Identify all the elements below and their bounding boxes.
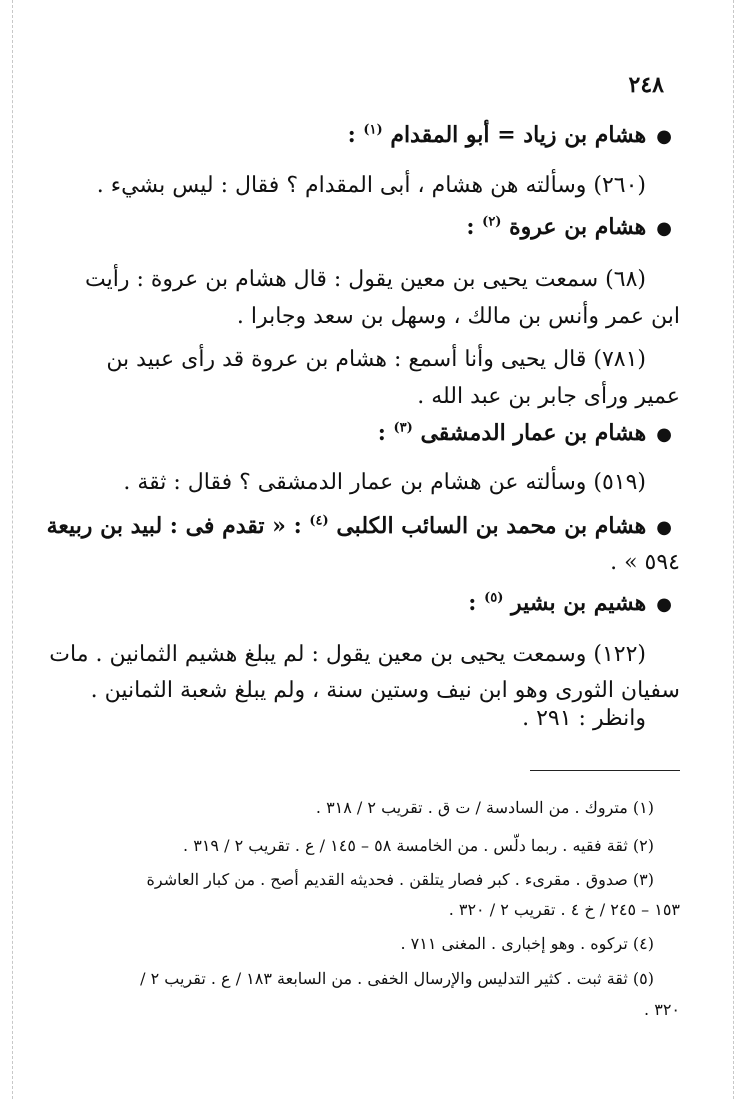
body-line: (٧٨١) قال يحيى وأنا أسمع : هشام بن عروة قد رأى عبيد بن	[106, 347, 646, 372]
body-line: سفيان الثورى وهو ابن نيف وستين سنة ، ولم يبلغ شعبة الثمانين .	[90, 678, 680, 703]
body-line: (٥١٩) وسألته عن هشام بن عمار الدمشقى ؟ فقال : ثقة .	[123, 470, 646, 495]
bullet-icon: ●	[656, 594, 672, 615]
bullet-icon: ●	[656, 424, 672, 445]
entry-heading: ●هشام بن محمد بن السائب الكلبى $^{(٤)}$ : « تقدم فى : لبيد بن ربيعة	[70, 511, 672, 543]
footnote: (٢) ثقة فقيه . ربما دلّس . من الخامسة ٥٨ – ١٤٥ / ع . تقريب ٢ / ٣١٩ .	[183, 836, 654, 855]
footnote-ref: (١)	[363, 122, 383, 138]
footnote: ١٥٣ – ٢٤٥ / خ ٤ . تقريب ٢ / ٣٢٠ .	[448, 900, 680, 919]
bullet-icon: ●	[656, 126, 672, 147]
footnote-ref: (٣)	[393, 420, 413, 436]
footnote-divider	[530, 770, 680, 771]
book-page	[46, 64, 680, 1054]
page-number: ٢٤٨	[628, 72, 664, 98]
body-line: (٦٨) سمعت يحيى بن معين يقول : قال هشام بن عروة : رأيت	[85, 267, 646, 292]
footnote-ref: (٤)	[309, 513, 329, 529]
footnote-ref: (٢)	[482, 214, 502, 230]
entry-heading: ●هشام بن زياد = أبو المقدام $^{(١)}$ :	[70, 120, 672, 152]
guide-line-left	[12, 0, 13, 1099]
entry-heading: ●هشام بن عمار الدمشقى $^{(٣)}$ :	[70, 418, 672, 450]
footnote-ref: (٥)	[484, 590, 504, 606]
guide-line-right	[733, 0, 734, 1099]
body-line: (٢٦٠) وسألته هن هشام ، أبى المقدام ؟ فقال : ليس بشيء .	[96, 173, 646, 198]
entry-heading: ●هشيم بن بشير $^{(٥)}$ :	[70, 588, 672, 620]
bullet-icon: ●	[656, 218, 672, 239]
footnote: ٣٢٠ .	[644, 1000, 680, 1019]
body-line: ابن عمر وأنس بن مالك ، وسهل بن سعد وجابرا .	[236, 304, 680, 329]
bullet-icon: ●	[656, 517, 672, 538]
footnote: (٤) تركوه . وهو إخبارى . المغنى ٧١١ .	[400, 934, 654, 953]
entry-heading: ●هشام بن عروة $^{(٢)}$ :	[70, 212, 672, 244]
footnote: (٥) ثقة ثبت . كثير التدليس والإرسال الخفى . من السابعة ١٨٣ / ع . تقريب ٢ /	[140, 969, 654, 988]
body-line: (١٢٢) وسمعت يحيى بن معين يقول : لم يبلغ هشيم الثمانين . مات	[49, 642, 646, 667]
footnote: (١) متروك . من السادسة / ت ق . تقريب ٢ / ٣١٨ .	[315, 798, 654, 817]
body-line: عمير ورأى جابر بن عبد الله .	[417, 384, 680, 409]
footnote: (٣) صدوق . مقرىء . كبر فصار يتلقن . فحديثه القديم أصح . من كبار العاشرة	[146, 870, 654, 889]
body-line: ٥٩٤ » .	[610, 550, 680, 575]
body-line: وانظر : ٢٩١ .	[522, 706, 646, 731]
